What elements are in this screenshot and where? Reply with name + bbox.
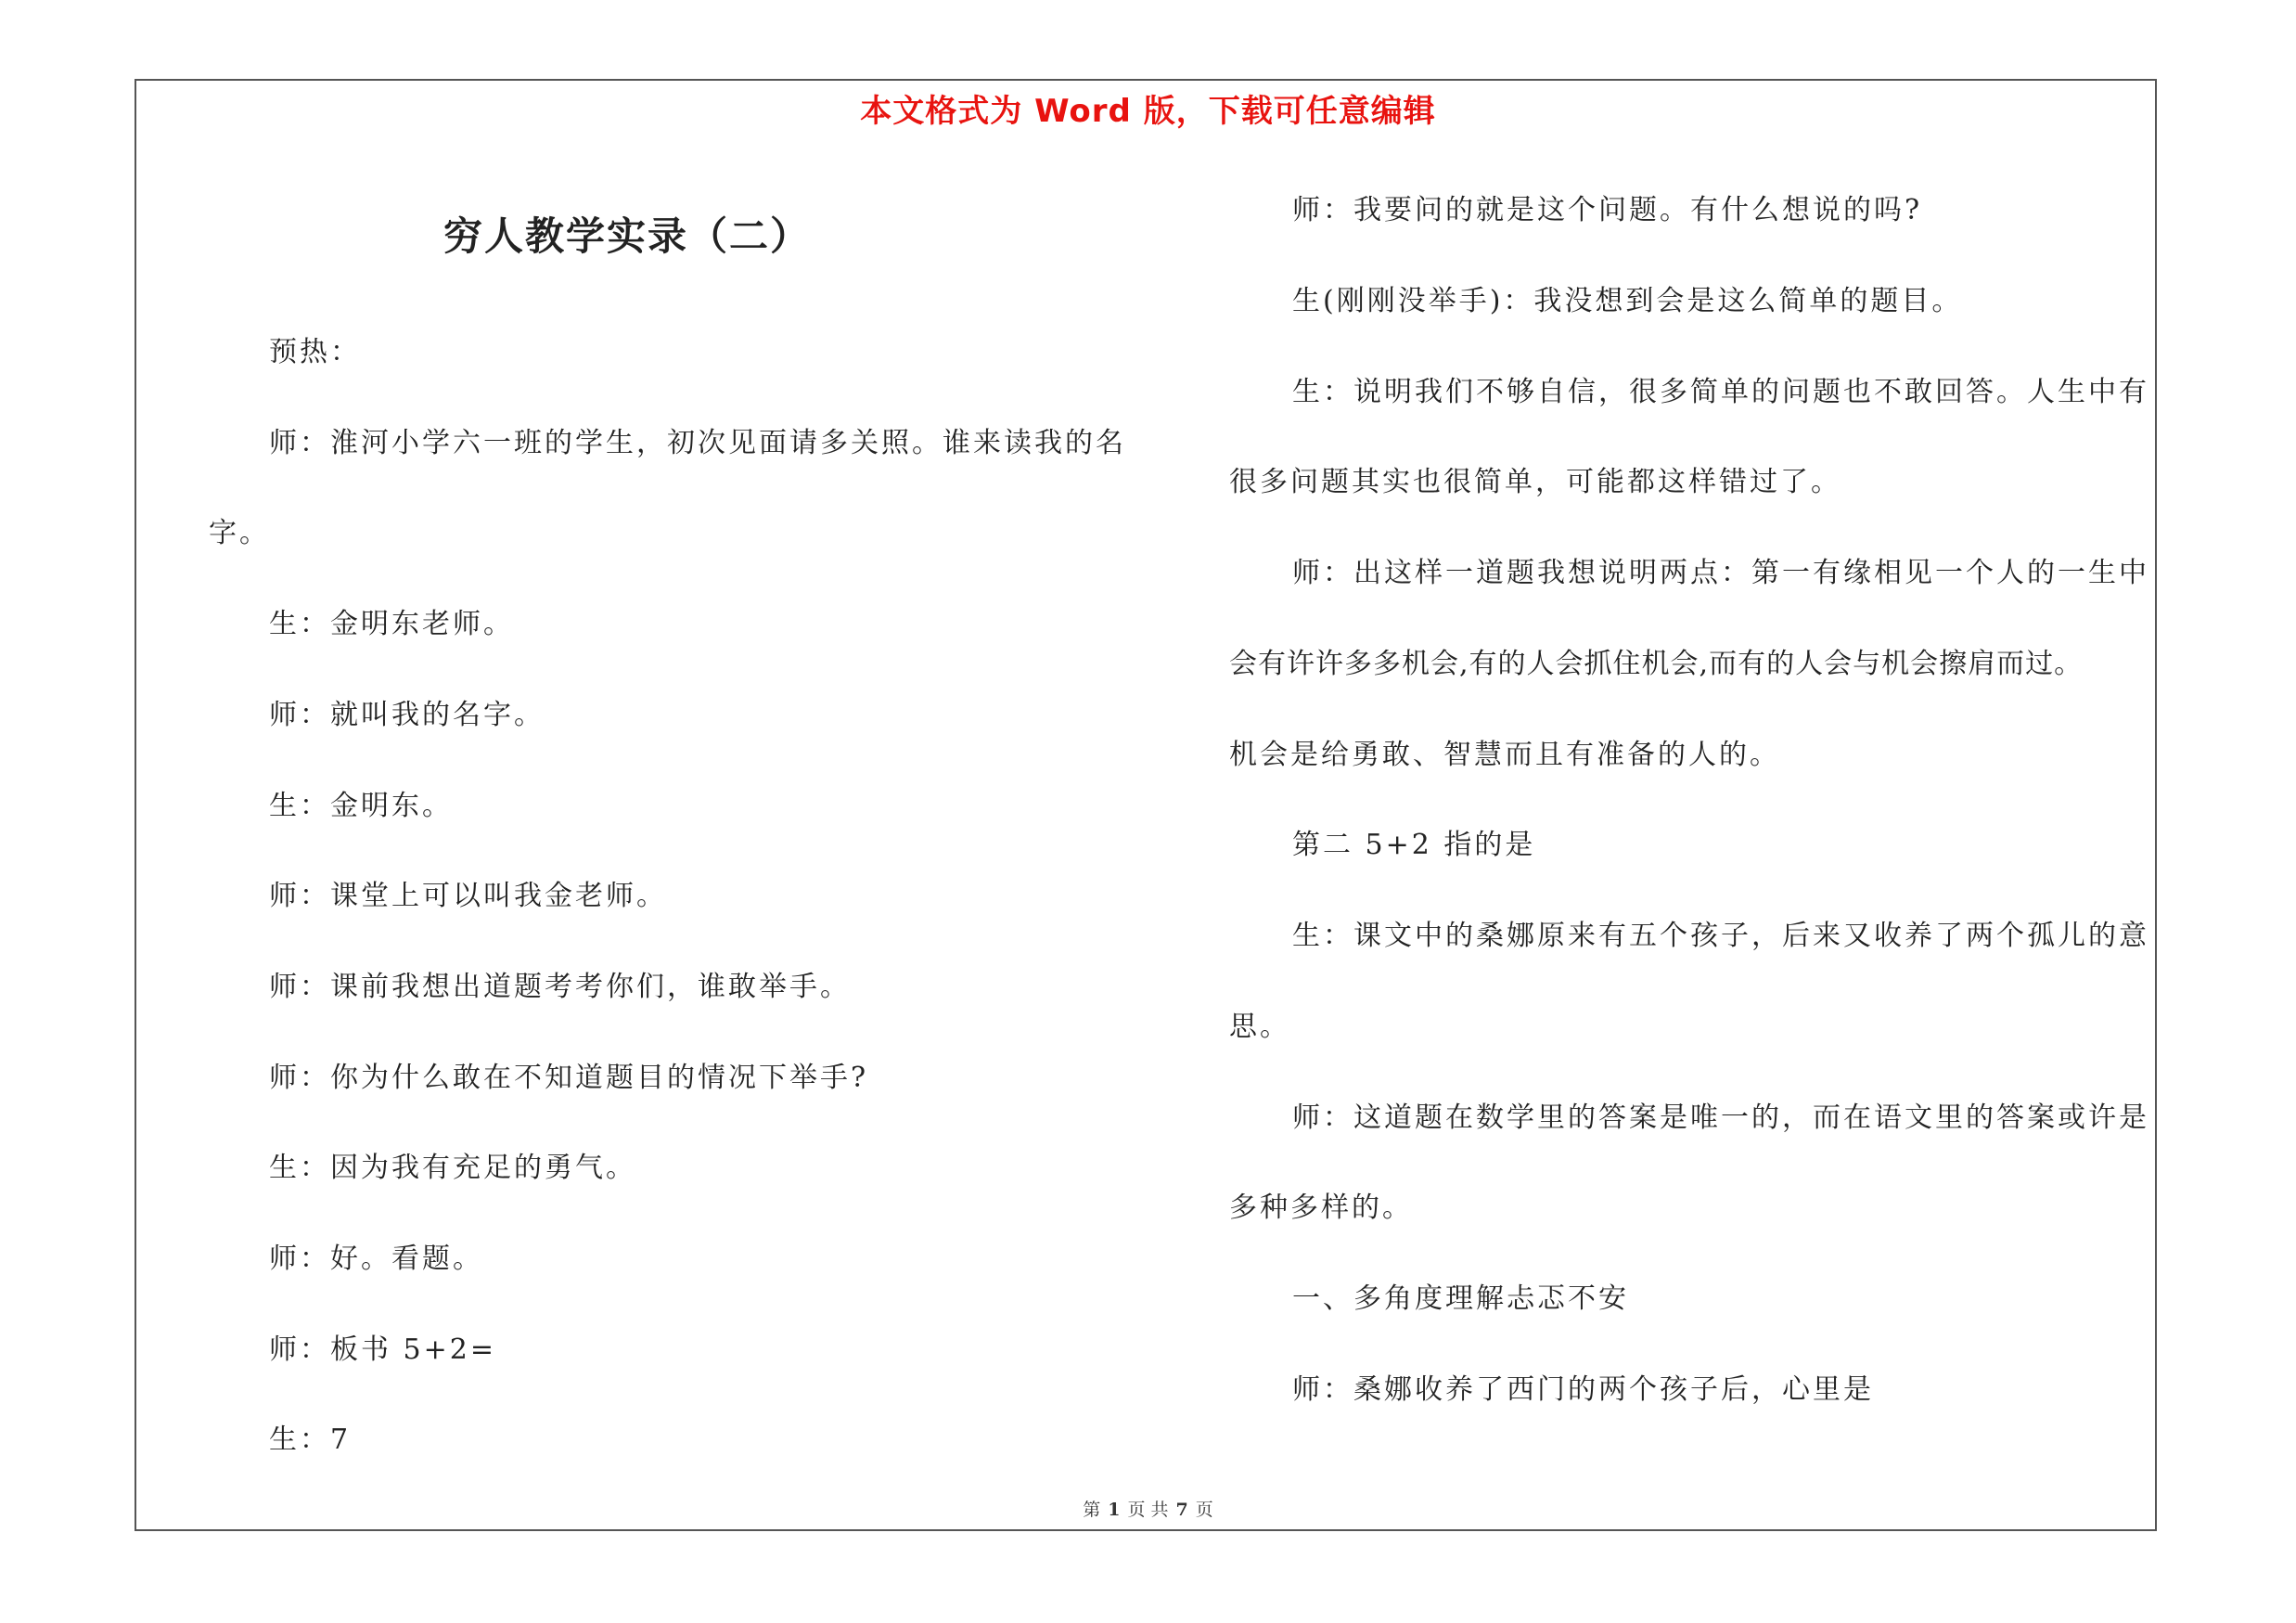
page-footer: [0, 1496, 2296, 1521]
left-paragraph-line: 师：好。看题。: [269, 1243, 483, 1275]
left-paragraph-line: 预热：: [269, 336, 361, 368]
right-paragraph-line: 师：这道题在数学里的答案是唯一的，而在语文里的答案或许是: [1292, 1101, 2149, 1134]
left-paragraph-line: 师：课堂上可以叫我金老师。: [269, 880, 667, 912]
footer-suffix: 页: [1195, 1500, 1213, 1520]
right-paragraph-line: 生：课文中的桑娜原来有五个孩子，后来又收养了两个孤儿的意: [1292, 920, 2149, 952]
footer-middle: 页 共: [1127, 1500, 1169, 1520]
left-paragraph-line: 生：7: [269, 1423, 352, 1456]
right-paragraph-line: 多种多样的。: [1229, 1191, 1413, 1224]
left-paragraph-line: 生：因为我有充足的勇气。: [269, 1152, 636, 1184]
right-paragraph-line: 生(刚刚没举手)：我没想到会是这么简单的题目。: [1292, 285, 1963, 317]
right-paragraph-line: 很多问题其实也很简单，可能都这样错过了。: [1229, 466, 1841, 498]
left-paragraph-line: 师：课前我想出道题考考你们，谁敢举手。: [269, 971, 851, 1003]
left-paragraph-line: 师：就叫我的名字。: [269, 699, 545, 731]
left-paragraph-line: 师：板书 5+2=: [269, 1333, 496, 1366]
footer-prefix: 第: [1083, 1500, 1101, 1520]
right-paragraph-line: 师：我要问的就是这个问题。有什么想说的吗?: [1292, 194, 1923, 226]
right-paragraph-line: 会有许许多多机会,有的人会抓住机会,而有的人会与机会擦肩而过。: [1229, 648, 2084, 680]
right-paragraph-line: 机会是给勇敢、智慧而且有准备的人的。: [1229, 739, 1780, 771]
right-paragraph-line: 第二 5+2 指的是: [1292, 829, 1536, 861]
left-paragraph-line: 师：淮河小学六一班的学生，初次见面请多关照。谁来读我的名: [269, 427, 1126, 459]
right-paragraph-line: 生：说明我们不够自信，很多简单的问题也不敢回答。人生中有: [1292, 376, 2149, 408]
document-title: 穷人教学实录（二）: [443, 213, 812, 259]
right-paragraph-line: 一、多角度理解忐忑不安: [1292, 1282, 1629, 1315]
left-paragraph-line: 字。: [209, 517, 270, 549]
right-paragraph-line: 思。: [1229, 1011, 1290, 1043]
editable-banner: 本文格式为 Word 版，下载可任意编辑: [860, 93, 1436, 130]
left-paragraph-line: 生：金明东老师。: [269, 608, 514, 640]
right-paragraph-line: 师：出这样一道题我想说明两点：第一有缘相见一个人的一生中: [1292, 557, 2149, 589]
left-paragraph-line: 师：你为什么敢在不知道题目的情况下举手?: [269, 1062, 869, 1094]
right-paragraph-line: 师：桑娜收养了西门的两个孩子后，心里是: [1292, 1373, 1874, 1406]
total-page-count: 7: [1175, 1500, 1188, 1520]
current-page-number: 1: [1108, 1500, 1121, 1520]
left-paragraph-line: 生：金明东。: [269, 790, 453, 822]
